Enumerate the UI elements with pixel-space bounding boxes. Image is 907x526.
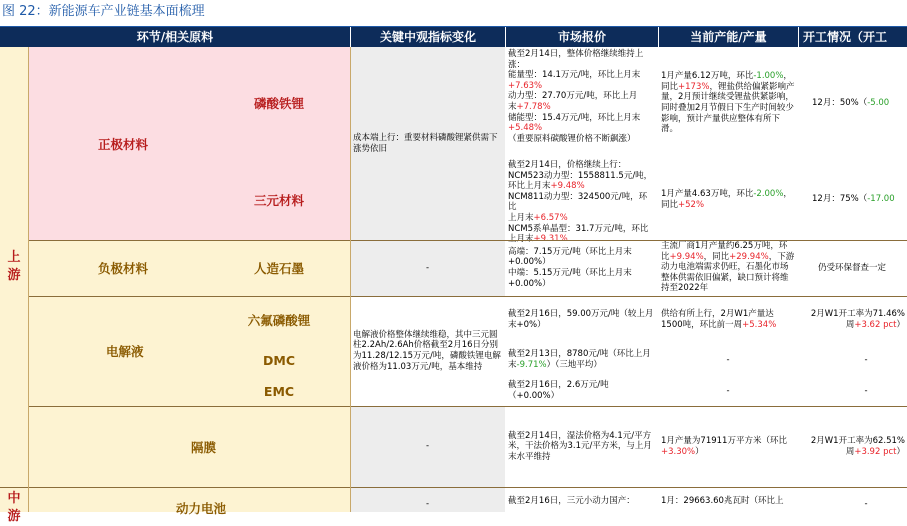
electrolyte-category-label: 电解液 [106, 344, 144, 359]
battery-name-cell [28, 487, 350, 516]
stage-midstream-char-1: 中 [7, 491, 21, 506]
lipf6-operating-b: 周 [845, 320, 855, 330]
anode-price-cell [505, 240, 658, 296]
dmc-price-change: -9.71% [516, 360, 547, 370]
lipf6-capacity-a: 供给有所上行，2月W1产量达1500吨，环比前一周 [661, 309, 774, 330]
ncm-capacity-a: 1月产量4.63万吨，环比 [661, 188, 754, 199]
lipf6-operating-a: 2月W1开工率为71.46% [810, 309, 905, 320]
battery-change-cell [350, 487, 505, 512]
cathode-change-cell [350, 47, 505, 240]
lfp-operating-cell [798, 47, 907, 159]
anode-capacity-b: ，同比 [703, 251, 730, 262]
figure-caption: 图 22：新能源车产业链基本面梳理 [2, 4, 205, 19]
lfp-price-storage-change: +5.48% [508, 123, 543, 134]
row-divider [0, 487, 907, 488]
dmc-price-cell [505, 344, 658, 376]
ncm-price-line-1: 截至2月14日，价格继续上行： [508, 160, 627, 170]
lfp-price-line-4: 动力型：27.70万元/吨，环比上月 [508, 91, 638, 102]
anode-capacity-c: ，下游动力电池端需求仍旺，石墨化市场整体供需依旧偏紧，缺口预计将维持至2022年 [661, 251, 795, 294]
ncm-operating-a: 12月：75%（ [812, 194, 868, 205]
ncm-price-line-5: 上月末 [508, 212, 534, 223]
header-operating: 开工情况（开工 [798, 27, 907, 47]
dmc-name-cell [208, 344, 350, 376]
ncm-price-cell [505, 159, 658, 240]
battery-name: 动力电池 [176, 501, 227, 516]
lfp-price-power-change: +7.78% [516, 101, 551, 112]
dmc-price-b: ）（三地平均） [546, 360, 602, 370]
cathode-category-label: 正极材料 [98, 136, 149, 152]
emc-capacity: - [726, 385, 730, 396]
row-divider [28, 240, 907, 241]
separator-price: 截至2月14日，湿法价格为4.1元/平方米，干法价格为3.1元/平方米，与上月末水平维持 [508, 430, 652, 462]
lipf6-operating-c: ） [896, 320, 905, 330]
anode-capacity-yoy: +29.94% [729, 251, 769, 262]
electrolyte-change: 电解液价格整体继续维稳，其中三元圆柱2.2Ah/2.6Ah价格截至2月16日分别为11.28/12.15万元/吨，磷酸铁锂电解液价格为11.03万元/吨，基本维持 [353, 329, 501, 372]
lipf6-price: 截至2月16日，59.00万元/吨（较上月末+0%） [508, 309, 654, 330]
cathode-change: 成本端上行：重要材料磷酸锂紧供需下涨势依旧 [353, 132, 498, 154]
col-divider [28, 47, 29, 512]
separator-name: 隔膜 [191, 439, 217, 455]
dmc-capacity-cell [658, 344, 798, 376]
separator-change-cell [350, 406, 505, 487]
anode-name-cell [208, 240, 350, 296]
ncm-price-line-6: NCM5系单晶型：31.7万元/吨，环比 [508, 223, 649, 234]
lfp-capacity-cell [658, 47, 798, 159]
anode-capacity-cell [658, 240, 798, 296]
lfp-price-note: （重要原料碳酸锂价格不断飙涨） [508, 133, 636, 144]
stage-upstream [0, 47, 28, 487]
dmc-price-a: 截至2月13日，8780元/吨（环比上月末 [508, 349, 651, 370]
separator-name-cell [28, 406, 350, 487]
row-divider [28, 406, 907, 407]
anode-price-line-3: 中端：5.15万元/吨（环比上月末 [508, 268, 632, 278]
dmc-operating: - [864, 354, 868, 365]
dmc-capacity: - [726, 354, 730, 365]
electrolyte-change-cell [350, 296, 505, 406]
ncm-operating-change: -17.00 [867, 194, 895, 205]
lfp-price-cell [505, 47, 658, 159]
lipf6-capacity-wow: +5.34% [742, 320, 777, 330]
dmc-operating-cell [798, 344, 907, 376]
lipf6-operating-cell [798, 296, 907, 344]
lipf6-price-cell [505, 296, 658, 344]
separator-capacity-b: ） [695, 446, 704, 457]
stage-midstream [0, 487, 28, 524]
battery-price: 截至2月16日，三元小动力国产： [508, 496, 635, 506]
lfp-price-line-3: 能量型：14.1万元/吨，环比上月末 [508, 70, 641, 81]
ncm-capacity-b: ，同比 [661, 188, 792, 210]
anode-operating-cell [798, 240, 907, 296]
battery-operating-cell [798, 487, 907, 512]
separator-capacity-cell [658, 406, 798, 487]
emc-capacity-cell [658, 376, 798, 406]
lipf6-name: 六氟磷酸锂 [247, 313, 311, 328]
lfp-price-energy-change: +7.63% [508, 80, 543, 91]
emc-name: EMC [263, 383, 295, 399]
ncm-capacity-mom: -2.00% [753, 188, 784, 199]
separator-operating-b: 周 [845, 446, 855, 457]
battery-capacity-cell [658, 487, 798, 512]
anode-category [28, 240, 208, 296]
emc-operating: - [864, 385, 868, 396]
lfp-name: 磷酸铁锂 [253, 96, 304, 111]
anode-change-cell [350, 240, 505, 296]
lipf6-operating-change: +3.62 pct [854, 320, 897, 330]
anode-price-line-2: +0.00%） [508, 257, 551, 268]
separator-price-cell [505, 406, 658, 487]
anode-name: 人造石墨 [253, 261, 304, 276]
emc-price-cell [505, 376, 658, 406]
lfp-price-line-5: 储能型：15.4万元/吨，环比上月末 [508, 112, 641, 123]
header-change: 关键中观指标变化 [350, 27, 505, 47]
dmc-name: DMC [263, 352, 295, 368]
separator-operating-a: 2月W1开工率为62.51% [810, 435, 905, 446]
separator-change: - [425, 441, 430, 452]
separator-operating-c: ） [896, 446, 905, 457]
separator-capacity-a: 1月产量为71911万平方米（环比 [661, 435, 787, 446]
anode-capacity-a: 主流厂商1月产量约6.25万吨，环比 [661, 241, 788, 262]
row-divider [28, 296, 907, 297]
lfp-capacity-a: 1月产量6.12万吨，环比 [661, 71, 754, 82]
stage-upstream-char-2: 游 [7, 268, 21, 283]
lfp-price-line-1: 截至2月14日，整体价格继续维持上 [508, 49, 644, 59]
lfp-name-cell [208, 47, 350, 159]
anode-category-label: 负极材料 [98, 261, 149, 276]
anode-operating: 仍受环保督查一定 [818, 262, 887, 273]
ncm-price-811-change: +6.57% [533, 212, 568, 223]
separator-operating-change: +3.92 pct [854, 446, 897, 457]
lfp-price-line-4b: 末 [508, 101, 517, 112]
emc-operating-cell [798, 376, 907, 406]
electrolyte-category [28, 296, 208, 406]
lfp-capacity-b: ，同比 [661, 71, 792, 92]
anode-change: - [425, 262, 430, 273]
lfp-capacity-c: ，锂盐供给偏紧影响产量，2月预计继续受锂盐供紧影响，同时叠加2月节假日下生产时间较少影响，预计产量供应整体有所下滑。 [661, 81, 795, 135]
lipf6-name-cell [208, 296, 350, 344]
ncm-capacity-yoy: +52% [678, 199, 705, 210]
lfp-operating-change: -5.00 [867, 97, 890, 108]
ncm-price-523-change: +9.48% [550, 181, 585, 192]
cathode-category [28, 47, 208, 240]
separator-operating-cell [798, 406, 907, 487]
ncm-capacity-cell [658, 159, 798, 240]
ncm-price-line-2: NCM523动力型：1558811.5元/吨， [508, 170, 653, 181]
header-segment: 环节/相关原料 [0, 27, 350, 47]
ncm-price-line-4: NCM811动力型：324500元/吨，环比 [508, 191, 648, 213]
ncm-name-cell [208, 159, 350, 240]
lipf6-capacity-cell [658, 296, 798, 344]
anode-capacity-mom: +9.94% [669, 251, 704, 262]
battery-price-cell [505, 487, 658, 512]
industry-chain-table [0, 27, 907, 524]
emc-price: 截至2月16日，2.6万元/吨（+0.00%） [508, 380, 609, 401]
ncm-operating-cell [798, 159, 907, 240]
ncm-name: 三元材料 [253, 192, 304, 208]
anode-price-line-1: 高端：7.15万元/吨（环比上月末 [508, 246, 632, 257]
lfp-operating-a: 12月：50%（ [812, 97, 868, 108]
anode-price-line-4: +0.00%） [508, 278, 551, 289]
battery-capacity: 1月：29663.60兆瓦时（环比上 [661, 496, 784, 506]
separator-capacity-mom: +3.30% [661, 446, 696, 457]
col-divider [350, 47, 351, 512]
battery-change: - [425, 499, 430, 509]
stage-midstream-char-2: 游 [7, 509, 21, 524]
lfp-capacity-yoy: +173% [678, 81, 710, 92]
ncm-price-line-3: 环比上月末 [508, 181, 551, 192]
header-price: 市场报价 [505, 27, 658, 47]
lfp-price-line-2: 涨： [508, 59, 526, 70]
stage-upstream-char-1: 上 [7, 250, 21, 265]
header-capacity: 当前产能/产量 [658, 27, 798, 47]
emc-name-cell [208, 376, 350, 406]
lfp-capacity-mom: -1.00% [753, 71, 784, 82]
battery-operating: - [864, 499, 868, 509]
